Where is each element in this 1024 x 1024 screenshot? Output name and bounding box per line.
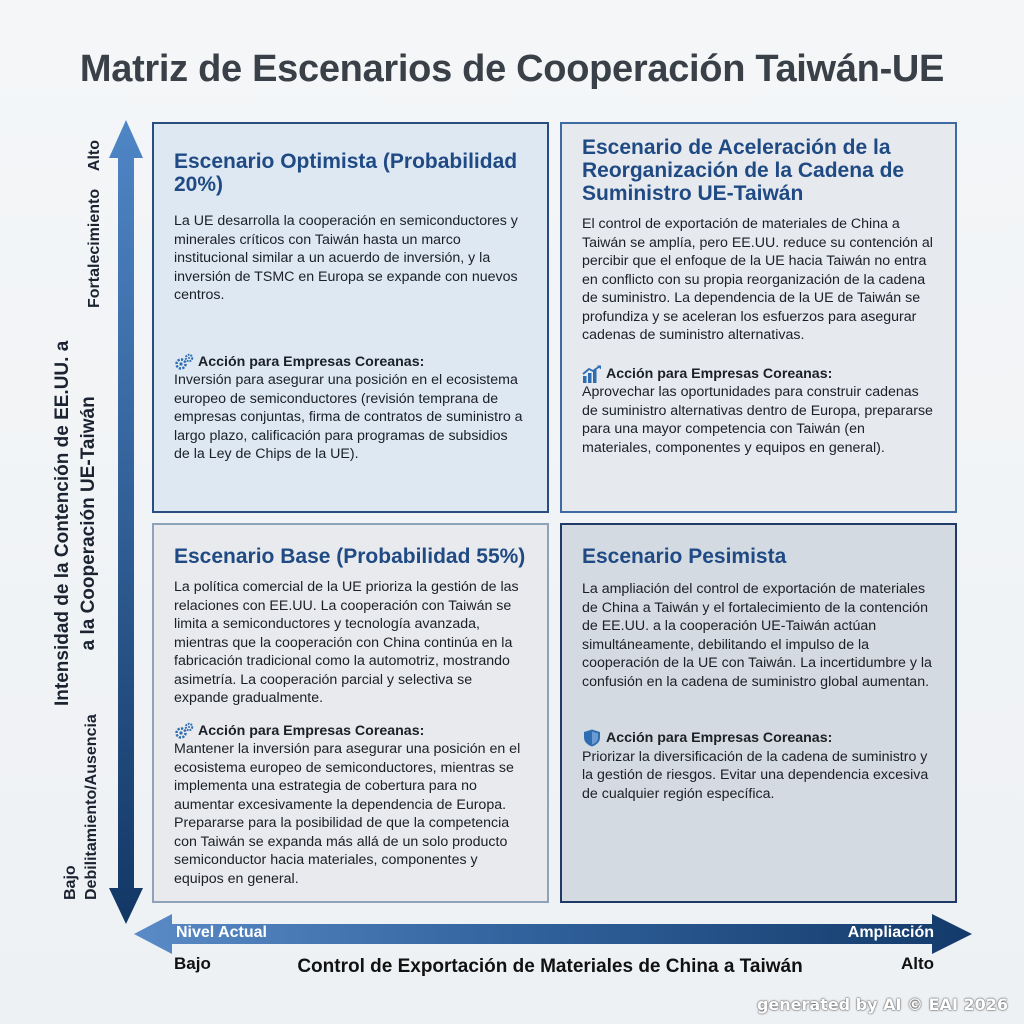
quadrant-description: La ampliación del control de exportación de materiales de China a Taiwán y el fortalecimiento de la contención de EE.UU. a la cooperación UE-Taiwán actúan simultáneamente, debilitando el impulso de la cooperación de la UE con Taiwán. La incertidumbre y la confusión en la cadena de suministro global aumentan. bbox=[582, 581, 932, 690]
quadrant-action: Acción para Empresas Coreanas: Aprovechar las oportunidades para construir cadenas de suministro alternativas dentro de Europa, prepararse para una mayor competencia con Taiwán (en materiales, componentes y equipos en general). bbox=[582, 365, 933, 456]
y-axis bbox=[0, 0, 150, 1024]
quadrant-acceleration bbox=[560, 122, 957, 513]
quadrant-action: Acción para Empresas Coreanas: Inversión para asegurar una posición en el ecosistema europeo de semiconductores (revisión temprana de empresas conjuntas, firma de contratos de suministro a largo plazo, calificación para programas de subsidios de la Ley de Chips de la UE). bbox=[174, 353, 523, 462]
y-axis-title: Intensidad de la Contención de EE.UU. a a la Cooperación UE-Taiwán bbox=[52, 340, 99, 706]
quadrant-description: La UE desarrolla la cooperación en semiconductores y minerales críticos con Taiwán hasta un marco institucional similar a un acuerdo de inversión, y la inversión de TSMC en Europa se expande con nuevos centros. bbox=[174, 213, 518, 303]
y-axis-high-label: Fortalecimiento Alto bbox=[86, 139, 103, 308]
quadrant-pessimistic bbox=[560, 523, 957, 903]
x-axis-title: Control de Exportación de Materiales de China a Taiwán bbox=[297, 956, 803, 977]
x-axis-low-desc: Nivel Actual bbox=[176, 924, 267, 941]
y-axis-low-label: Bajo Debilitamiento/Ausencia bbox=[62, 714, 100, 900]
quadrant-action: Acción para Empresas Coreanas: Priorizar la diversificación de la cadena de suministro y la gestión de riesgos. Evitar una dependencia excesiva de cualquier región específica. bbox=[582, 730, 929, 802]
quadrant-title: Escenario Optimista (Probabilidad 20%) bbox=[174, 150, 518, 196]
quadrant-base bbox=[152, 523, 549, 903]
quadrant-description: El control de exportación de materiales de China a Taiwán se amplía, pero EE.UU. reduce su contención al percibir que el enfoque de la UE hacia Taiwán no entra en conflicto con su propia reorganización de la cadena de suministro. La dependencia de la UE de Taiwán se profundiza y se aceleran los esfuerzos para asegurar cadenas de suministro alternativas. bbox=[582, 216, 933, 343]
watermark: generated by AI © EAI 2026 bbox=[756, 995, 1008, 1014]
x-axis-low-label: Bajo bbox=[174, 954, 211, 973]
x-axis-high-label: Alto bbox=[900, 954, 934, 973]
quadrant-optimistic bbox=[152, 122, 549, 513]
quadrant-title: Escenario Pesimista bbox=[582, 545, 787, 568]
growth-chart-icon bbox=[582, 365, 602, 383]
quadrant-action: Acción para Empresas Coreanas: Mantener la inversión para asegurar una posición en el ecosistema europeo de semiconductores, mientras se implementa una estrategia de cobertura para no aumentar excesivamente la dependencia de Europa. Prepararse para la posibilidad de que la competencia con Taiwán se expanda más allá de un solo producto semiconductor hacia materiales, componentes y equipos en general. bbox=[174, 722, 521, 887]
gears-icon bbox=[174, 722, 194, 740]
gears-icon bbox=[174, 353, 194, 371]
x-axis-high-desc: Ampliación bbox=[847, 924, 934, 941]
quadrant-title: Escenario Base (Probabilidad 55%) bbox=[174, 545, 526, 568]
quadrant-title: Escenario de Aceleración de la Reorganización de la Cadena de Suministro UE-Taiwán bbox=[582, 136, 905, 205]
page-title: Matriz de Escenarios de Cooperación Taiwán-UE bbox=[79, 48, 945, 90]
quadrant-description: La política comercial de la UE prioriza la gestión de las relaciones con EE.UU. La cooperación con Taiwán se limita a semiconductores y tecnología avanzada, mientras que la cooperación con China continúa en la fabricación tradicional como la automotriz, mostrando asimetría. La cooperación parcial y selectiva se expande gradualmente. bbox=[174, 579, 519, 706]
shield-icon bbox=[582, 729, 602, 747]
